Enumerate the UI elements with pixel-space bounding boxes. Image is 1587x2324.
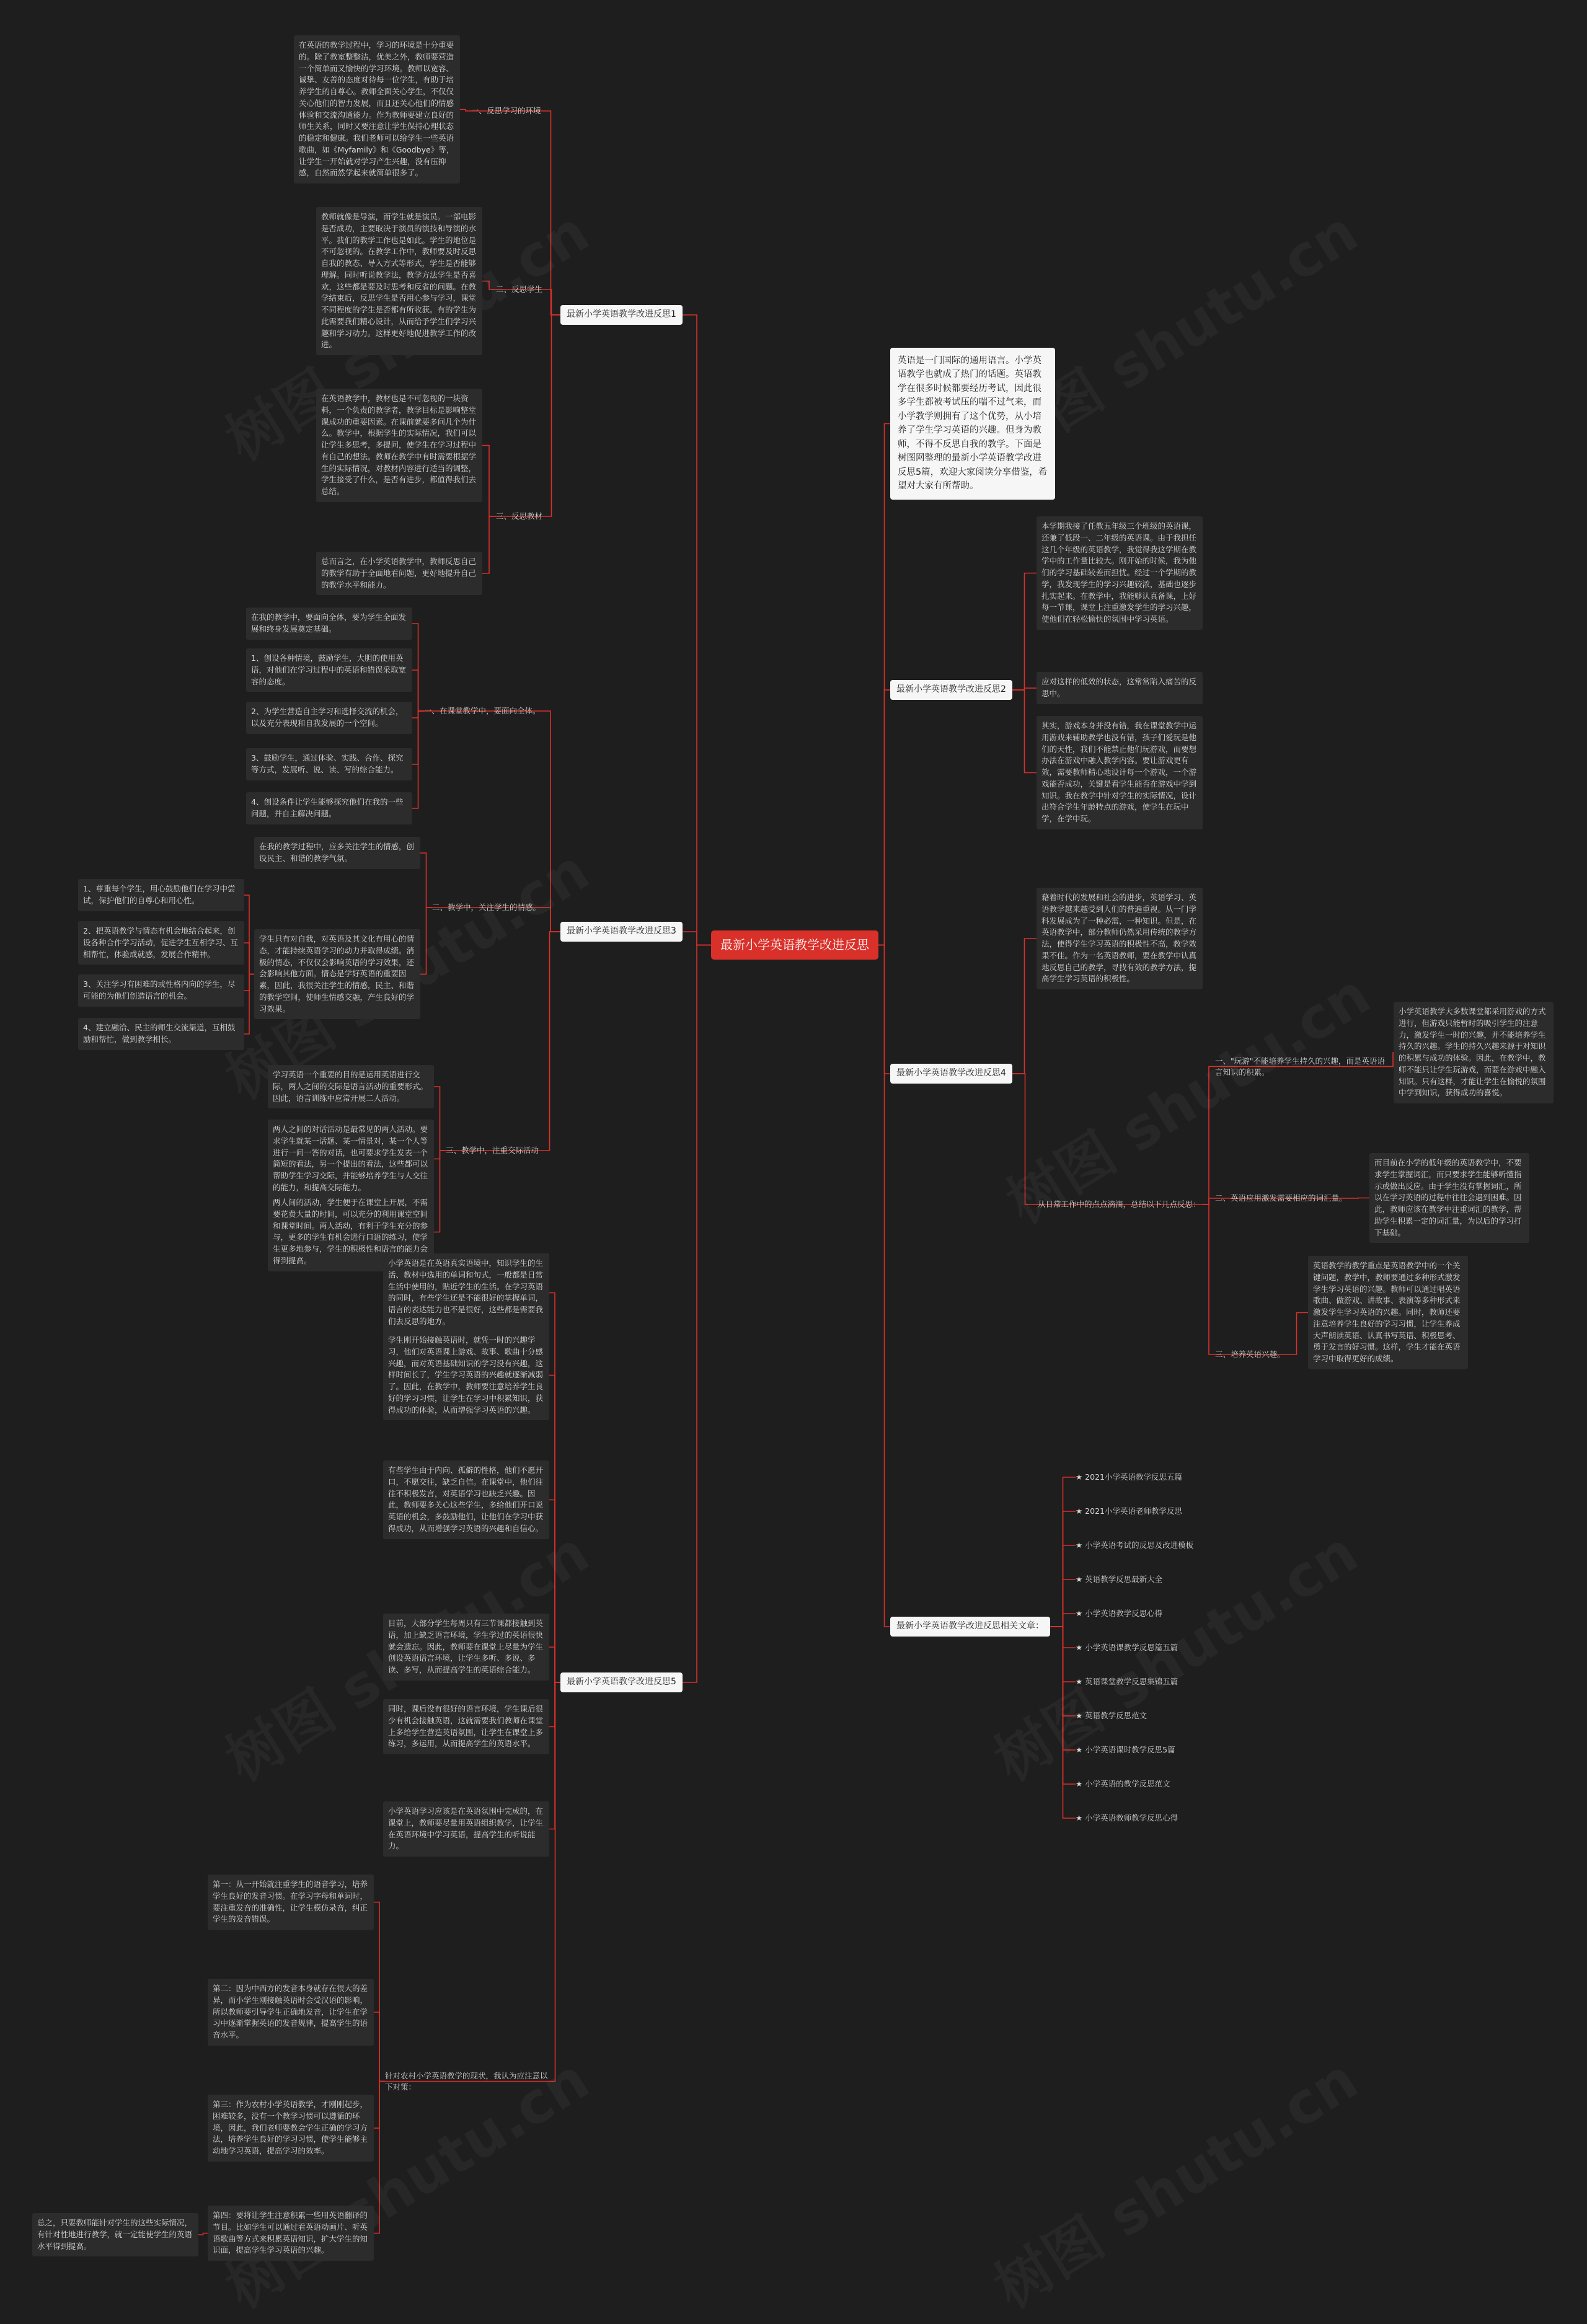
related-article-link[interactable]: ★ 英语教学反思范文 <box>1076 1711 1147 1720</box>
related-article-link[interactable]: ★ 小学英语教学反思心得 <box>1076 1609 1163 1618</box>
b5-sub-label-strategies[interactable]: 针对农村小学英语教学的现状，我认为应注意以下对策： <box>385 2071 548 2092</box>
connector-line <box>374 2012 385 2082</box>
b5-text-0: 小学英语是在英语真实语境中，知识学生的生活、教材中选用的单词和句式，一般都是日常生活中使用的，贴近学生的生活。在学习英语的同时，有些学生还是不能很好的掌握单词，语言的表达能力也不是很好，这些都是需要我们去反思的地方。 <box>383 1253 549 1332</box>
b5-strategy-item-0: 第一：从一开始就注重学生的语音学习，培养学生良好的发音习惯。在学习字母和单词时，要注重发音的准确性，让学生模仿录音，纠正学生的发音错误。 <box>208 1875 374 1930</box>
b3-emotion-head: 在我的教学过程中，应多关注学生的情感，创设民主、和谐的教学气氛。 <box>254 837 420 869</box>
b1-sub-label-materials[interactable]: 三、反思教材 <box>496 511 543 521</box>
connector-line <box>446 932 560 1151</box>
connector-line <box>1012 1074 1203 1204</box>
related-article-link[interactable]: ★ 小学英语课时教学反思5篇 <box>1076 1745 1175 1754</box>
b3-whole-class-item-2: 2、为学生营造自主学习和选择交流的机会，以及充分表现和自我发展的一个空间。 <box>246 702 412 734</box>
connector-line <box>878 945 890 1627</box>
branch-reflection-2[interactable]: 最新小学英语教学改进反思2 <box>890 680 1012 700</box>
b4-point-text-games: 小学英语教学大多数课堂都采用游戏的方式进行，但游戏只能暂时的吸引学生的注意力，激发学生一时的兴趣，并不能培养学生持久的兴趣。学生的持久兴趣来源于对知识的积累与成功的体验。因此，在教学中，教师不能只让学生玩游戏，而要在游戏中融入知识。只有这样，才能让学生在愉悦的氛围中学到知识，获得成功的喜悦。 <box>1394 1002 1554 1103</box>
related-article-link[interactable]: ★ 英语教学反思最新大全 <box>1076 1575 1163 1584</box>
b2-text-3: 其实，游戏本身并没有错，我在课堂教学中运用游戏来辅助教学也没有错，孩子们爱玩是他们的天性，我们不能禁止他们玩游戏，而要想办法在游戏中融入教学内容。要让游戏更有效，需要教师精心地设计每一个游戏，一个游戏能否成功，关键是看学生能否在游戏中学到知识。我在教学中针对学生的实际情况，设计出符合学生年龄特点的游戏，使学生在玩中学，在学中玩。 <box>1037 716 1203 829</box>
b4-point-text-vocabulary: 而目前在小学的低年级的英语教学中，不要求学生掌握词汇，而只要求学生能够听懂指示或做出反应。由于学生没有掌握词汇，所以在学习英语的过程中往往会遇到困难。因此，教师应该在教学中注重词汇的教学，帮助学生积累一定的词汇量，为以后的学习打下基础。 <box>1369 1153 1529 1243</box>
connector-line <box>1050 1627 1076 1818</box>
b5-closing-text: 总之，只要教师能针对学生的这些实际情况，有针对性地进行教学，就一定能使学生的英语水平得到提高。 <box>32 2213 198 2256</box>
connector-line <box>198 2233 208 2235</box>
connector-line <box>244 943 254 974</box>
connector-line <box>1203 1204 1285 1354</box>
related-article-link[interactable]: ★ 小学英语的教学反思范文 <box>1076 1779 1170 1788</box>
intro-card: 英语是一门国际的通用语言。小学英语教学也就成了热门的话题。英语教学在很多时候都要经历考试，因此很多学生都被考试压的喘不过气来，而小学教学则拥有了这个优势，从小培养了学生学习英语的兴趣。但身为教师，不得不反思自我的教学。下面是树图网整理的最新小学英语教学改进反思5篇，欢迎大家阅读分享借鉴，希望对大家有所帮助。 <box>890 348 1055 500</box>
connector-line <box>683 932 711 945</box>
b3-sub-label-whole-class[interactable]: 一、在课堂教学中，要面向全体。 <box>424 706 541 715</box>
connector-line <box>1203 1067 1392 1205</box>
b5-text-1: 学生刚开始接触英语时，就凭一时的兴趣学习，他们对英语课上游戏、故事、歌曲十分感兴趣，而对英语基础知识的学习没有兴趣，这样时间长了，学生学习英语的兴趣就逐渐减弱了。因此，在教学中，教师要注意培养学生良好的学习习惯，让学生在学习中积累知识，获得成功的体验，从而增强学习英语的兴趣。 <box>383 1330 549 1420</box>
b3-emotion-item-1: 2、把英语教学与情态有机会地结合起来，创设各种合作学习活动，促进学生互相学习、互相帮忙，体验成就感，发展合作精神。 <box>78 921 244 965</box>
branch-reflection-3[interactable]: 最新小学英语教学改进反思3 <box>560 922 683 942</box>
connector-line <box>412 670 424 711</box>
b4-point-label-vocabulary[interactable]: 二、英语应用激发需要相应的词汇量。 <box>1215 1193 1347 1203</box>
b5-text-4: 同时，课后没有很好的语言环境，学生课后很少有机会接触英语，这就需要我们教师在课堂上多给学生营造英语氛围，让学生在课堂上多练习，多运用，从而提高学生的英语水平。 <box>383 1699 549 1754</box>
connector-line <box>412 711 424 808</box>
related-article-link[interactable]: ★ 小学英语课教学反思篇五篇 <box>1076 1643 1178 1652</box>
branch-reflection-5[interactable]: 最新小学英语教学改进反思5 <box>560 1672 683 1692</box>
connector-line <box>482 516 496 573</box>
related-article-link[interactable]: ★ 小学英语考试的反思及改进模板 <box>1076 1540 1194 1550</box>
connector-line <box>424 711 560 932</box>
b5-strategy-item-2: 第三：作为农村小学英语教学，才刚刚起步，困难较多，没有一个教学习惯可以遵循的环境，因此，我们老师要教会学生正确的学习方法，培养学生良好的学习习惯，使学生能够主动地学习英语，提高学习的效率。 <box>208 2095 374 2162</box>
connector-line <box>482 281 496 290</box>
connector-line <box>1050 1614 1076 1627</box>
b5-text-5: 小学英语学习应该是在英语氛围中完成的，在课堂上，教师要尽量用英语组织教学，让学生在英语环境中学习英语，提高学生的听说能力。 <box>383 1801 549 1857</box>
b3-emotion-item-2: 3、关注学习有困难的或性格内向的学生，尽可能的为他们创造语言的机会。 <box>78 974 244 1007</box>
b4-point-label-games[interactable]: 一、"玩游"不能培养学生持久的兴趣，而是英语语言知识的积累。 <box>1215 1056 1385 1077</box>
connector-line <box>1285 1313 1308 1355</box>
b4-text-intro: 藉着时代的发展和社会的进步，英语学习、英语教学越来越受到人们的普遍重视。从一门学科发展成为了一种必需，一种知识。但是，在英语教学中，部分教师仍然采用传统的教学方法，使得学生学习英语的积极性不高，教学效果不佳。作为一名英语教师，要在教学中认真地反思自己的教学，寻找有效的教学方法，提高学生学习英语的积极性。 <box>1037 888 1203 989</box>
b1-sub-label-students[interactable]: 二、反思学生 <box>496 285 543 294</box>
related-article-link[interactable]: ★ 小学英语教师教学反思心得 <box>1076 1813 1178 1823</box>
root-topic[interactable]: 最新小学英语教学改进反思 <box>711 930 878 960</box>
b3-whole-class-item-3: 3、鼓励学生，通过体验、实践、合作、探究等方式，发展听、说、读、写的综合能力。 <box>246 748 412 780</box>
b3-whole-class-item-1: 1、创设各种情境，鼓励学生，大胆的使用英语，对他们在学习过程中的英语和错误采取宽容的态度。 <box>246 648 412 692</box>
b3-emotion-text: 学生只有对自我，对英语及其文化有用心的情态，才能持续英语学习的动力并取得成绩。消极的情态，不仅仅会影响英语的学习效果，还会影响其他方面。情态是学好英语的重要因素，因此，我很关注学生的情感，民主、和谐的教学空间，使师生情感交融，产生良好的学习效果。 <box>254 929 420 1019</box>
b3-emotion-item-3: 4、建立融洽、民主的师生交流渠道，互相鼓励和帮忙，做到教学相长。 <box>78 1018 244 1050</box>
b4-point-text-interest: 英语教学的教学重点是英语教学中的一个关键问题，教学中，教师要通过多种形式激发学生学习英语的兴趣。教师可以通过唱英语歌曲、做游戏、讲故事、表演等多种形式来激发学生学习英语的兴趣。同时，教师还要注意培养学生良好的学习习惯，让学生养成大声朗读英语、认真书写英语、积极思考、勇于发言的好习惯。这样，学生才能在英语学习中取得更好的成绩。 <box>1308 1256 1468 1369</box>
b2-text-1: 本学期我接了任教五年级三个班级的英语课，还兼了低段一、二年级的英语课。由于我担任这几个年级的英语教学，我觉得我这学期在教学中的工作量比较大。刚开始的时候，我为他们的学习基础较差而担忧。经过一个学期的教学，我发现学生的学习兴趣较浓，基础也逐步扎实起来。在教学中，我能够认真备课，上好每一节课，课堂上注重激发学生的学习兴趣，使他们在轻松愉快的氛围中学习英语。 <box>1037 516 1203 630</box>
connector-line <box>244 974 254 1035</box>
connector-line <box>683 315 711 945</box>
b3-sub-label-emotion[interactable]: 二、教学中，关注学生的情感。 <box>432 903 541 912</box>
b1-text-materials: 在英语教学中，教材也是不可忽视的一块资料，一个负责的教学者，教学目标是影响整堂课成功的重要因素。在课前就要多问几个为什么。教学中，根据学生的实际情况，我们可以让学生多思考，多提问，使学生在学习过程中有自己的想法。教师在教学中有时需要根据学生的实际情况，对教材内容进行适当的调整，学生接受了什么，是否有进步，都值得我们去总结。 <box>316 389 482 502</box>
b2-text-2: 应对这样的低效的状态，这常常陷入痛苦的反思中。 <box>1037 672 1203 704</box>
b3-communication-item-2: 两人间的活动，学生便于在课堂上开展，不需要花费大量的时间，可以充分的利用课堂空间和课堂时间。两人活动，有利于学生充分的参与，更多的学生有机会进行口语的练习，使学生更多地参与，学生的积极性和语言的能力会得到提高。 <box>268 1193 434 1271</box>
connector-line <box>878 690 890 945</box>
connector-line <box>460 110 471 112</box>
b4-point-label-interest[interactable]: 三、培养英语兴趣。 <box>1215 1350 1285 1359</box>
b1-text-summary: 总而言之，在小学英语教学中，教师反思自己的教学有助于全面地看问题，更好地提升自己的教学水平和能力。 <box>316 552 482 595</box>
b3-whole-class-item-4: 4、创设条件让学生能够探究他们在我的一些问题，并自主解决问题。 <box>246 792 412 824</box>
b1-sub-label-environment[interactable]: 一、反思学习的环境 <box>471 106 541 115</box>
connector-line <box>434 1087 446 1151</box>
branch-related-articles[interactable]: 最新小学英语教学改进反思相关文章： <box>890 1617 1050 1637</box>
connector-line <box>496 315 560 516</box>
b5-strategy-item-3: 第四：要将让学生注意积累一些用英语翻译的节目。比如学生可以通过看英语动画片、听英语歌曲等方式来积累英语知识，扩大学生的知识面，提高学生学习英语的兴趣。 <box>208 2206 374 2261</box>
b3-whole-class-item-0: 在我的教学中，要面向全体，要为学生全面发展和终身发展奠定基础。 <box>246 608 412 640</box>
connector-line <box>374 2082 385 2233</box>
b3-emotion-item-0: 1、尊重每个学生，用心鼓励他们在学习中尝试，保护他们的自尊心和用心性。 <box>78 879 244 911</box>
b3-communication-item-0: 学习英语一个重要的目的是运用英语进行交际，两人之间的交际是语言活动的重要形式。因此，语言训练中应常开展二人活动。 <box>268 1065 434 1108</box>
connector-line <box>683 945 711 1683</box>
connector-line <box>482 446 496 517</box>
connector-line <box>420 908 432 974</box>
connector-line <box>1012 690 1037 773</box>
branch-reflection-4[interactable]: 最新小学英语教学改进反思4 <box>890 1064 1012 1084</box>
connector-line <box>434 1151 446 1232</box>
b5-text-2: 有些学生由于内向、孤僻的性格，他们不愿开口，不愿交往，缺乏自信。在课堂中，他们往往不积极发言，对英语学习也缺乏兴趣。因此，教师要多关心这些学生，多给他们开口说英语的机会，多鼓励他们，让他们在学习中获得成功，从而增强学习英语的兴趣和自信心。 <box>383 1460 549 1539</box>
connector-line <box>420 853 432 908</box>
related-article-link[interactable]: ★ 2021小学英语老师教学反思 <box>1076 1506 1182 1516</box>
connector-line <box>549 1647 560 1682</box>
branch-reflection-1[interactable]: 最新小学英语教学改进反思1 <box>560 305 683 325</box>
b4-sub-label-points[interactable]: 从日常工作中的点点滴滴，总结以下几点反思： <box>1038 1200 1201 1209</box>
b1-text-environment: 在英语的教学过程中，学习的环境是十分重要的。除了教室整整洁，优美之外，教师要营造一个简单而又愉快的学习环境。教师以宽容、诚挚、友善的态度对待每一位学生，有助于培养学生的自尊心。教师全面关心学生，不仅仅关心他们的智力发展，而且还关心他们的情感体验和交流沟通能力。作为教师要建立良好的师生关系，同时又要注意让学生保持心理状态的稳定和健康。我们老师可以给学生一些英语歌曲，如《Myfamily》和《Goodbye》等，让学生一开始就对学习产生兴趣，没有压抑感，自然而然学起来就简单很多了。 <box>294 35 460 183</box>
b1-text-students: 教师就像是导演，而学生就是演员。一部电影是否成功，主要取决于演员的演技和导演的水平。我们的教学工作也是如此。学生的地位是不可忽视的。在教学工作中，教师要及时反思自我的教态、导入方式等形式，学生是否能够理解。同时听说教学法，教学方法学生是否喜欢，这些都是要及时思考和反省的问题。在教学结束后，反思学生是否用心参与学习，课堂不同程度的学生是否都有所收获。有的学生为此需要我们精心设计，从而给予学生们学习兴趣和学习动力。这样更好地促进教学工作的改进。 <box>316 207 482 355</box>
b3-communication-item-1: 两人之间的对话活动是最常见的两人活动。要求学生就某一话题、某一情景对，某一个人等进行一问一答的对话，也可要求学生发表一个简短的看法，另一个提出的看法，这些都可以帮助学生学习交际，并能够培养学生与人交往的能力，和提高交际能力。 <box>268 1120 434 1198</box>
b3-sub-label-communication[interactable]: 三、教学中，注重交际活动 <box>446 1146 539 1155</box>
related-article-link[interactable]: ★ 2021小学英语教学反思五篇 <box>1076 1472 1182 1482</box>
connector-line <box>1347 1198 1369 1199</box>
b5-strategy-item-1: 第二：因为中西方的发音本身就存在很大的差异，而小学生刚接触英语时会受汉语的影响，所以教师要引导学生正确地发音，让学生在学习中逐渐掌握英语的发音规律，提高学生的语音水平。 <box>208 1979 374 2046</box>
b5-text-3: 目前，大部分学生每周只有三节课都接触到英语，加上缺乏语言环境，学生学过的英语很快就会遗忘。因此，教师要在课堂上尽量为学生创设英语语言环境，让学生多听、多说、多读、多写，从而提高学生的英语综合能力。 <box>383 1614 549 1681</box>
connector-line <box>1012 939 1037 1074</box>
related-article-link[interactable]: ★ 英语课堂教学反思集锦五篇 <box>1076 1677 1178 1686</box>
connector-line <box>1012 573 1037 691</box>
